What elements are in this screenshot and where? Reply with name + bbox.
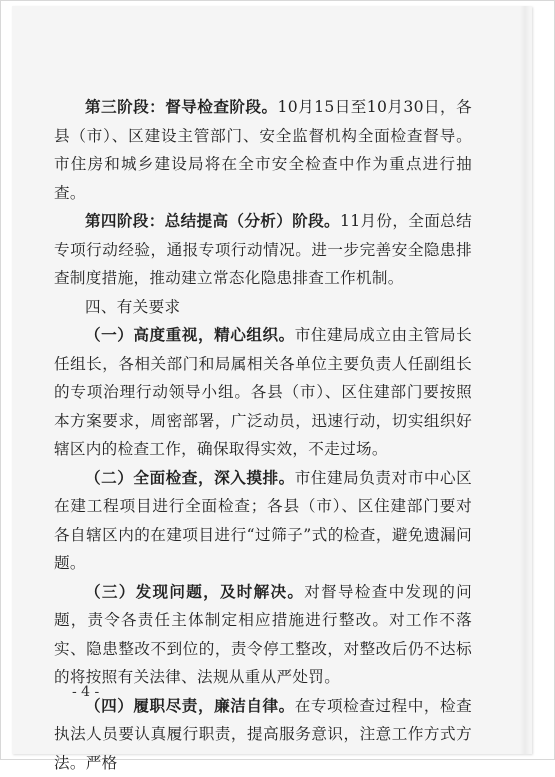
paragraph-lead: 第四阶段：总结提高（分析）阶段。 — [85, 211, 340, 230]
paragraph-lead: 第三阶段：督导检查阶段。 — [85, 97, 278, 116]
requirement-lead: （二）全面检查，深入摸排。 — [85, 468, 295, 487]
requirement-lead: （一）高度重视，精心组织。 — [85, 325, 295, 344]
page-crease — [520, 6, 530, 754]
requirement-text: 在专项检查过程中，检查执法人员要认真履行职责，提高服务意识，注意工作方式方法。严格 — [54, 697, 472, 772]
page-number: - 4 - — [72, 684, 99, 700]
requirement-text: 市住建局成立由主管局长任组长，各相关部门和局属相关各单位主要负责人任副组长的专项治理行动领导小组。各县（市）、区住建部门要按照本方案要求，周密部署，广泛动员，迅速行动，切实组织好辖区内的检查工作，确保取得实效，不走过场。 — [54, 326, 472, 458]
requirement-four — [54, 692, 472, 777]
requirement-one — [54, 321, 472, 464]
paragraph-text: 11月份，全面总结专项行动经验，通报专项行动情况。进一步完善安全隐患排查制度措施，推动建立常态化隐患排查工作机制。 — [54, 212, 472, 287]
requirement-text: 对督导检查中发现的问题，责令各责任主体制定相应措施进行整改。对工作不落实、隐患整改不到位的，责令停工整改，对整改后仍不达标的将按照有关法律、法规从重从严处罚。 — [54, 583, 472, 687]
requirement-text: 市住建局负责对市中心区在建工程项目进行全面检查；各县（市）、区住建部门要对各自辖区内的在建项目进行“过筛子”式的检查，避免遗漏问题。 — [54, 469, 472, 573]
requirement-three — [54, 578, 472, 692]
paragraph-stage-three — [54, 93, 472, 207]
requirement-two — [54, 464, 472, 578]
section-heading: 四、有关要求 — [54, 293, 472, 322]
paragraph-text: 10月15日至10月30日，各县（市）、区建设主管部门、安全监督机构全面检查督导。市住房和城乡建设局将在全市安全检查中作为重点进行抽查。 — [54, 98, 472, 202]
requirement-lead: （四）履职尽责，廉洁自律。 — [85, 696, 295, 715]
requirement-lead: （三）发现问题，及时解决。 — [85, 582, 304, 601]
document-body — [54, 93, 472, 777]
paragraph-stage-four — [54, 207, 472, 293]
